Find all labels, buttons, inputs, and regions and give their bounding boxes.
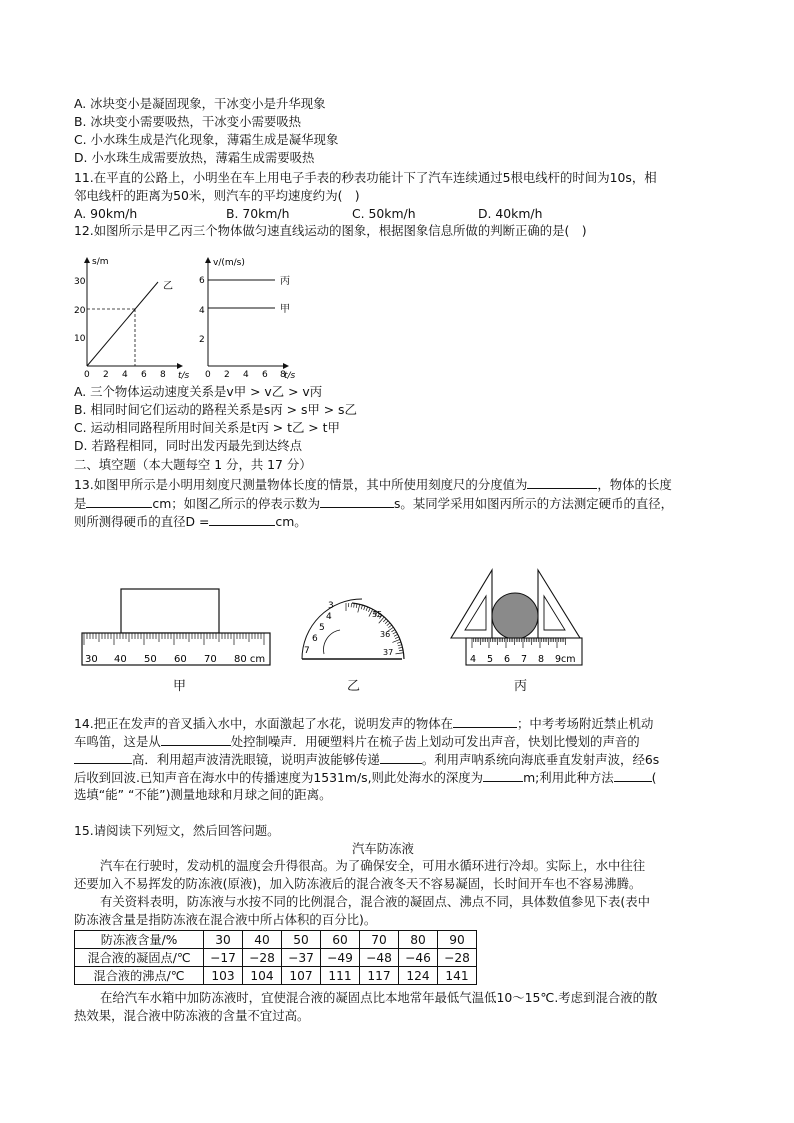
ruler-bing-label-6: 6 (504, 654, 511, 665)
q12-stem: 12.如图所示是甲乙丙三个物体做匀速直线运动的图象，根据图象信息所做的判断正确的是( ) (74, 223, 587, 238)
v-graph-xtick-8: 8 (280, 370, 286, 380)
q14-text-g: 后收到回波.已知声音在海水中的传播速度为1531m/s,则此处海水的深度为 (74, 770, 484, 785)
stopwatch-min-5: 5 (319, 623, 325, 633)
stopwatch-min-3: 3 (328, 601, 334, 611)
table-row (75, 967, 477, 985)
q10-option-a: A. 冰块变小是凝固现象，干冰变小是升华现象 (74, 96, 326, 111)
q14-text-i: ( (651, 770, 657, 785)
q11-option-b: B. 70km/h (226, 206, 290, 221)
table-cell: 80 (399, 931, 438, 949)
s-graph-ytick-30: 30 (74, 277, 86, 287)
line-yi (87, 282, 158, 366)
passage-p1-line1: 汽车在行驶时，发动机的温度会升得很高。为了确保安全，可用水循环进行冷却。实际上，水中往往 (100, 858, 646, 873)
passage-p1-line2: 还要加入不易挥发的防冻液(原液)，加入防冻液后的混合液冬天不容易凝固，长时间开车也不容易沸腾。 (74, 876, 642, 891)
v-graph-label-jia: 甲 (280, 304, 290, 315)
q14-text-h: m;利用此种方法 (523, 770, 614, 785)
passage-p3-line1: 在给汽车水箱中加防冻液时，宜使混合液的凝固点比本地常年最低气温低10～15℃.考虑到混合液的散 (100, 990, 658, 1005)
q14-blank-pitch[interactable] (74, 750, 132, 764)
q14-line3 (74, 750, 659, 769)
q14-blank-depth[interactable] (483, 768, 523, 782)
q13-text-g: cm。 (275, 514, 307, 529)
table-cell: −37 (282, 949, 321, 967)
passage-title: 汽车防冻液 (352, 841, 414, 856)
v-graph-ytick-4: 4 (199, 306, 205, 316)
q13-blank-length[interactable] (86, 494, 152, 508)
v-graph-xtick-2: 2 (224, 370, 230, 380)
table-row-header: 混合液的沸点/℃ (75, 967, 204, 985)
q12-option-a: A. 三个物体运动速度关系是v甲 > v乙 > v丙 (74, 384, 323, 399)
q12-option-b: B. 相同时间它们运动的路程关系是s丙 > s甲 > s乙 (74, 402, 357, 417)
table-cell: −49 (321, 949, 360, 967)
v-graph-ytick-6: 6 (199, 276, 205, 286)
q14-line1 (74, 714, 653, 733)
stopwatch-min-4: 4 (326, 612, 332, 622)
table-cell: −46 (399, 949, 438, 967)
s-graph-xtick-6: 6 (141, 370, 147, 380)
q14-blank-can[interactable] (614, 768, 652, 782)
table-cell: −28 (438, 949, 477, 967)
q13-text-b: ，物体的长度 (597, 477, 672, 492)
ruler-jia-label-50: 50 (144, 654, 157, 665)
caption-bing: 丙 (514, 679, 528, 694)
figure-jia-ruler (80, 585, 275, 670)
passage-p2-line2: 防冻液含量是指防冻液在混合液中所占体积的百分比)。 (74, 912, 377, 927)
q13-text-f: 则所测得硬币的直径D = (74, 514, 210, 529)
table-cell: 70 (360, 931, 399, 949)
table-cell: −28 (243, 949, 282, 967)
q14-text-b: ；中考考场附近禁止机动 (517, 716, 654, 731)
q15-stem: 15.请阅读下列短文，然后回答问题。 (74, 823, 280, 838)
s-graph-ytick-20: 20 (74, 306, 86, 316)
ruler-jia-label-30: 30 (85, 654, 98, 665)
stopwatch-sec-37: 37 (383, 648, 394, 657)
q11-option-a: A. 90km/h (74, 206, 138, 221)
table-cell: 141 (438, 967, 477, 985)
table-cell: 50 (282, 931, 321, 949)
table-cell: 30 (204, 931, 243, 949)
s-graph-ytick-10: 10 (74, 334, 86, 344)
s-graph-xtick-0: 0 (84, 370, 90, 380)
table-cell: 104 (243, 967, 282, 985)
q14-blank-vibrating[interactable] (453, 714, 517, 728)
v-graph-xtick-6: 6 (262, 370, 268, 380)
ruler-jia-label-40: 40 (114, 654, 127, 665)
q14-blank-source[interactable] (161, 732, 231, 746)
q12-option-c: C. 运动相同路程所用时间关系是t丙 > t乙 > t甲 (74, 420, 340, 435)
q12-option-d: D. 若路程相同，同时出发丙最先到达终点 (74, 438, 303, 453)
ruler-bing-label-4: 4 (470, 654, 477, 665)
s-graph-xtick-4: 4 (122, 370, 128, 380)
v-graph-xlabel: t/s (284, 371, 296, 381)
stopwatch-min-6: 6 (312, 634, 318, 644)
ruler-bing-label-8: 8 (538, 654, 545, 665)
table-cell: −48 (360, 949, 399, 967)
q14-text-c: 车鸣笛，这是从 (74, 734, 161, 749)
table-cell: 117 (360, 967, 399, 985)
ruler-jia-label-80: 80 cm (234, 654, 266, 665)
figure-yi-stopwatch (292, 592, 417, 670)
coin (492, 593, 538, 639)
q13-blank-stopwatch[interactable] (320, 494, 394, 508)
figure-bing-coin (448, 568, 588, 668)
table-cell: 60 (321, 931, 360, 949)
right-triangle (538, 570, 580, 638)
v-t-graph (199, 258, 296, 381)
q13-text-e: s。某同学采用如图丙所示的方法测定硬币的直径， (393, 496, 674, 511)
q13-line2 (74, 494, 673, 513)
q14-text-f: 。利用声呐系统向海底垂直发射声波，经6s (421, 752, 660, 767)
v-graph-xtick-0: 0 (205, 370, 211, 380)
table-row (75, 949, 477, 967)
v-graph-xtick-4: 4 (243, 370, 249, 380)
section-heading-fill-in: 二、填空题（本大题每空 1 分，共 17 分） (74, 457, 312, 472)
ruler-jia-label-60: 60 (174, 654, 187, 665)
q10-option-c: C. 小水珠生成是汽化现象，薄霜生成是凝华现象 (74, 132, 339, 147)
caption-jia: 甲 (173, 679, 187, 694)
q13-text-a: 13.如图甲所示是小明用刻度尺测量物体长度的情景，其中所使用刻度尺的分度值为 (74, 477, 528, 492)
passage-p3-line2: 热效果，混合液中防冻液的含量不宜过高。 (74, 1008, 310, 1023)
q10-option-b: B. 冰块变小需要吸热，干冰变小需要吸热 (74, 114, 302, 129)
q13-line3 (74, 512, 307, 531)
table-row-header: 混合液的凝固点/℃ (75, 949, 204, 967)
q10-option-d: D. 小水珠生成需要放热，薄霜生成需要吸热 (74, 150, 315, 165)
caption-yi: 乙 (347, 679, 361, 694)
stopwatch-sec-36: 36 (380, 630, 391, 639)
q14-blank-energy[interactable] (380, 750, 422, 764)
s-graph-line-label: 乙 (163, 281, 173, 292)
ruler-bing-label-9: 9cm (555, 654, 576, 665)
measured-block (121, 589, 219, 633)
q11-stem-line1: 11.在平直的公路上，小明坐在车上用电子手表的秒表功能计下了汽车连续通过5根电线杆的时间为10s，相 (74, 170, 657, 185)
ruler-bing-label-5: 5 (487, 654, 494, 665)
v-graph-ylabel: v/(m/s) (213, 258, 245, 268)
table-cell: −17 (204, 949, 243, 967)
table-cell: 90 (438, 931, 477, 949)
q13-blank-diameter[interactable] (209, 512, 275, 526)
s-graph-xtick-2: 2 (103, 370, 109, 380)
table-row-header: 防冻液含量/% (75, 931, 204, 949)
stopwatch-min-7: 7 (304, 646, 310, 656)
antifreeze-table (74, 930, 477, 985)
table-cell: 40 (243, 931, 282, 949)
q13-blank-division[interactable] (527, 475, 597, 489)
stopwatch-sec-35: 35 (372, 610, 383, 619)
q14-line2 (74, 732, 640, 751)
table-cell: 124 (399, 967, 438, 985)
q11-stem-line2: 邻电线杆的距离为50米，则汽车的平均速度约为( ) (74, 188, 360, 203)
v-graph-label-bing: 丙 (280, 276, 290, 287)
passage-p2-line1: 有关资料表明，防冻液与水按不同的比例混合，混合液的凝固点、沸点不同，具体数值参见下表(表中 (100, 894, 651, 909)
s-t-graph (74, 257, 190, 381)
left-triangle (451, 570, 492, 638)
table-cell: 111 (321, 967, 360, 985)
q11-options (74, 205, 674, 223)
q14-line5: 选填“能” “不能”)测量地球和月球之间的距离。 (74, 787, 332, 802)
q13-text-d: cm；如图乙所示的停表示数为 (152, 496, 320, 511)
v-graph-ytick-2: 2 (199, 335, 205, 345)
ruler-jia-label-70: 70 (204, 654, 217, 665)
table-cell: 107 (282, 967, 321, 985)
ruler-bing-label-7: 7 (521, 654, 528, 665)
table-row (75, 931, 477, 949)
q14-text-e: 高．利用超声波清洗眼镜，说明声波能够传递 (132, 752, 380, 767)
q14-line4 (74, 768, 657, 787)
q14-text-a: 14.把正在发声的音叉插入水中，水面激起了水花，说明发声的物体在 (74, 716, 454, 731)
q12-graphs (70, 250, 300, 385)
s-graph-ylabel: s/m (92, 257, 109, 267)
table-cell: 103 (204, 967, 243, 985)
s-graph-xtick-8: 8 (160, 370, 166, 380)
q13-text-c: 是 (74, 496, 87, 511)
q11-option-c: C. 50km/h (352, 206, 416, 221)
q13-line1 (74, 475, 672, 494)
stopwatch-inner-arc (324, 630, 340, 654)
q14-text-d: 处控制噪声．用硬塑料片在梳子齿上划动可发出声音，快划比慢划的声音的 (230, 734, 640, 749)
q11-option-d: D. 40km/h (478, 206, 543, 221)
s-graph-xlabel: t/s (178, 371, 190, 381)
